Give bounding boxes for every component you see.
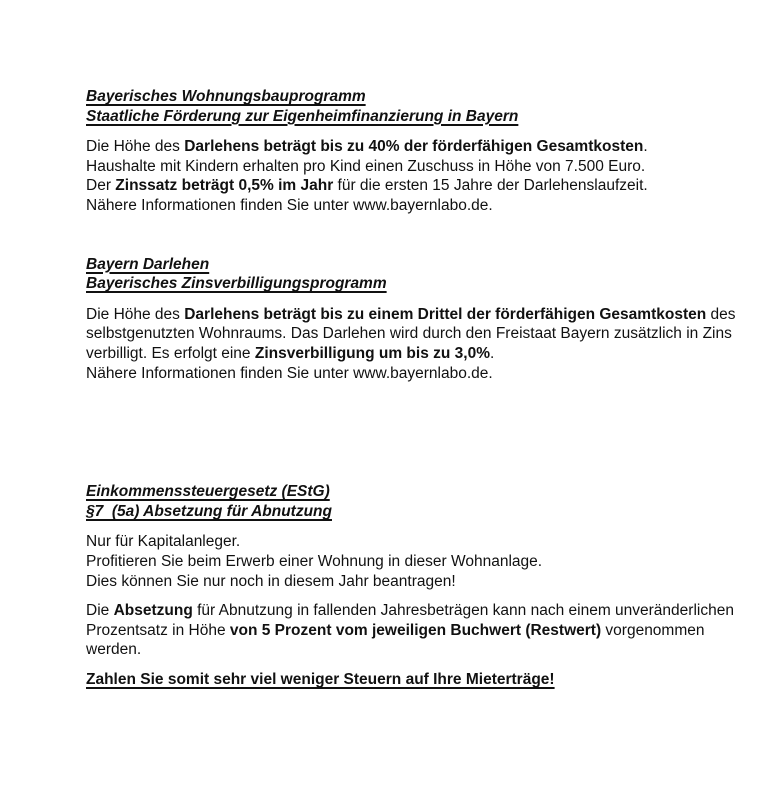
heading-line: Bayerisches Wohnungsbauprogramm (86, 88, 366, 105)
text-line (86, 532, 724, 552)
text-segment-bold: Darlehens beträgt bis zu einem Drittel der förderfähigen Gesamtkosten (184, 305, 707, 323)
heading-line: §7 (5a) Absetzung für Abnutzung (86, 502, 332, 520)
section-einkommenssteuergesetz (86, 482, 734, 689)
text-segment-bold: Absetzung (113, 602, 193, 620)
text-line (86, 137, 724, 157)
text-segment: Die (86, 602, 114, 620)
heading-line: Bayerisches Zinsverbilligungsprogramm (86, 275, 387, 293)
heading-line: Bayern Darlehen (86, 255, 210, 273)
text-segment: Haushalte mit Kindern erhalten pro Kind einen Zuschuss in Höhe von 7.500 Euro. (86, 157, 646, 175)
heading-line: Staatliche Förderung zur Eigenheimfinanzierung in Bayern (86, 107, 519, 125)
text-segment: werden. (86, 641, 142, 659)
text-segment-bold: von 5 Prozent vom jeweiligen Buchwert (Restwert) (229, 621, 602, 639)
paragraph (86, 137, 724, 215)
text-line (86, 670, 724, 690)
text-segment: Nur für Kapitalanleger. (86, 533, 241, 551)
paragraph (86, 305, 736, 383)
text-segment: Prozentsatz in Höhe (86, 621, 230, 639)
text-segment: Die Höhe des (86, 138, 185, 156)
text-segment: des (706, 305, 736, 323)
text-line (86, 572, 724, 592)
text-segment: Profitieren Sie beim Erwerb einer Wohnung in dieser Wohnanlage. (86, 552, 543, 570)
text-segment: Dies können Sie nur noch in diesem Jahr beantragen! (86, 572, 456, 590)
text-line (86, 157, 724, 177)
text-line (86, 640, 724, 660)
text-segment: Zahlen Sie somit sehr viel weniger Steuern auf Ihre Mieterträge! (86, 670, 555, 688)
text-segment-bold: Zinsverbilligung um bis zu 3,0% (254, 344, 490, 362)
section-bayern-darlehen (86, 255, 736, 384)
section-heading (86, 482, 724, 521)
text-line (86, 305, 736, 325)
text-segment: Die Höhe des (86, 305, 185, 323)
text-segment: . (643, 138, 648, 156)
info-url-line (86, 196, 724, 216)
text-segment-bold: Darlehens beträgt bis zu 40% der förderfähigen Gesamtkosten (184, 138, 644, 156)
section-heading (86, 255, 724, 294)
text-segment: . (489, 344, 495, 362)
info-url-line (86, 364, 724, 384)
text-line (86, 601, 734, 621)
heading-line: Einkommenssteuergesetz (EStG) (86, 483, 330, 501)
text-line (86, 552, 724, 572)
text-segment: für Abnutzung in fallenden Jahresbeträgen kann nach einem unveränderlichen (192, 602, 734, 620)
text-segment: selbstgenutzten Wohnraums. Das Darlehen wird durch den Freistaat Bayern zusätzlich in Zins (86, 325, 732, 343)
text-line (86, 176, 724, 196)
paragraph (86, 532, 724, 591)
text-segment-bold: Zinssatz beträgt 0,5% im Jahr (115, 177, 334, 195)
paragraph (86, 601, 734, 660)
text-segment: verbilligt. Es erfolgt eine (86, 344, 255, 362)
text-line (86, 324, 732, 344)
text-segment: für die ersten 15 Jahre der Darlehenslaufzeit. (333, 177, 648, 195)
closing-statement (86, 670, 724, 690)
text-segment: Der (86, 177, 116, 195)
text-segment: Nähere Informationen finden Sie unter www.bayernlabo.de. (86, 364, 493, 382)
text-line (86, 621, 724, 641)
text-line (86, 344, 724, 364)
text-segment: Nähere Informationen finden Sie unter www.bayernlabo.de. (86, 196, 493, 214)
section-heading (86, 87, 724, 126)
text-segment: vorgenommen (601, 621, 705, 639)
section-wohnungsbauprogramm (86, 87, 724, 216)
